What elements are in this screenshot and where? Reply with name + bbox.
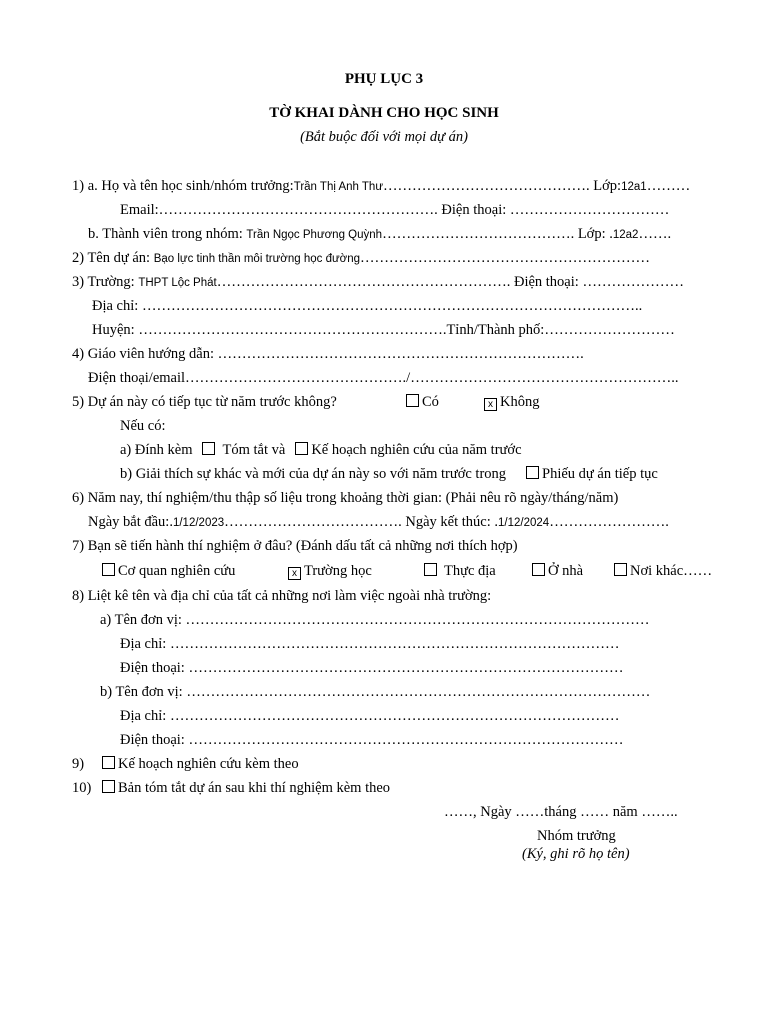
unit-a-address-field[interactable]: ………………………………………………………………………………… [169, 636, 620, 652]
address-field[interactable]: ………………………………………………………………………………………….. [141, 298, 643, 314]
end-date-field[interactable]: 1/12/2024 [498, 517, 550, 529]
unit-b-field[interactable]: …………………………………………………………………………………… [186, 684, 651, 700]
q7-opt-other: Nơi khác…… [614, 562, 712, 580]
school-phone-label: Điện thoại: [513, 274, 579, 290]
prev-plan-checkbox[interactable] [295, 442, 308, 455]
school-phone-field[interactable]: ………………… [582, 274, 684, 290]
start-date-label: Ngày bắt đầu: [88, 514, 170, 530]
q6-label: 6) Năm nay, thí nghiệm/thu thập số liệu trong khoảng thời gian: (Phải nêu rõ ngày/tháng/năm) [72, 490, 619, 506]
q5b-row: b) Giải thích sự khác và mới của dự án này so với năm trước trong Phiếu dự án tiếp tục [120, 466, 658, 482]
q2-label: 2) Tên dự án: [72, 250, 151, 266]
q7-opt-research: Cơ quan nghiên cứu [102, 562, 235, 580]
q8b-address-row: Địa chỉ: ………………………………………………………………………………… [120, 708, 620, 724]
q3-district-row [92, 321, 675, 339]
teacher-email-field[interactable]: ……………………………………………….. [410, 370, 679, 386]
q5-no-option: x Không [484, 393, 539, 411]
q7-opt-home: Ở nhà [532, 562, 583, 580]
date-line: ……, Ngày ……tháng …… năm …….. [444, 804, 678, 820]
q3-address-row [92, 297, 642, 315]
q1a-row: 1) a. Họ và tên học sinh/nhóm trưởng:Trần Thị Anh Thư……………………………………. Lớp:12a1……… [72, 178, 691, 194]
q10-num: 10) [72, 780, 92, 796]
q9-num: 9) [72, 756, 85, 772]
q5-label: 5) Dự án này có tiếp tục từ năm trước không? [72, 394, 337, 410]
q1-email-row [120, 201, 669, 219]
email-label: Email: [120, 202, 159, 218]
q2-row: 2) Tên dự án: Bạo lực tinh thần môi trường học đường…………………………………………………… [72, 250, 650, 266]
district-label: Huyện: [92, 322, 135, 338]
contact-label: Điện thoại/email [88, 370, 186, 386]
form-subtitle: (Bắt buộc đối với mọi dự án) [300, 129, 468, 145]
district-field[interactable]: ………………………………………………………. [138, 322, 447, 338]
q1b-row: b. Thành viên trong nhóm: Trần Ngọc Phương Quỳnh…………………………………. Lớp: .12a2……. [88, 226, 672, 242]
research-checkbox[interactable] [102, 563, 115, 576]
q7-opt-field: Thực địa [424, 562, 496, 580]
q4-row [72, 345, 584, 363]
field-checkbox[interactable] [424, 563, 437, 576]
end-date-label: Ngày kết thúc: [405, 514, 491, 530]
q8b-unit-row: b) Tên đơn vị: …………………………………………………………………………………… [100, 684, 651, 700]
q8a-unit-row: a) Tên đơn vị: …………………………………………………………………………………… [100, 612, 650, 628]
q8a-phone-row: Điện thoại: ……………………………………………………………………………… [120, 660, 624, 676]
unit-a-phone-field[interactable]: ……………………………………………………………………………… [188, 660, 624, 676]
q9-row: Kế hoạch nghiên cứu kèm theo [102, 755, 299, 773]
q8a-address-row: Địa chỉ: ………………………………………………………………………………… [120, 636, 620, 652]
member-name-field[interactable]: Trần Ngọc Phương Quỳnh [246, 229, 383, 241]
unit-a-field[interactable]: …………………………………………………………………………………… [185, 612, 650, 628]
q6-dates-row: Ngày bắt đầu:.1/12/2023………………………………. Ngày kết thúc: .1/12/2024……………………. [88, 514, 669, 530]
class-label: Lớp: [593, 178, 622, 194]
teacher-field[interactable]: …………………………………………………………………. [217, 346, 584, 362]
q8b-phone-row: Điện thoại: ……………………………………………………………………………… [120, 732, 624, 748]
q7-label: 7) Bạn sẽ tiến hành thí nghiệm ở đâu? (Đánh dấu tất cả những nơi thích hợp) [72, 538, 518, 554]
plan-attached-checkbox[interactable] [102, 756, 115, 769]
phone-label: Điện thoại: [441, 202, 507, 218]
q5-row [72, 393, 337, 411]
sign-note: (Ký, ghi rõ họ tên) [522, 846, 630, 862]
member-class-field[interactable]: 12a2 [612, 229, 639, 241]
q5-yes-option: Có [406, 393, 439, 411]
summary-checkbox[interactable] [202, 442, 215, 455]
unit-b-address-field[interactable]: ………………………………………………………………………………… [169, 708, 620, 724]
appendix-title: PHỤ LỤC 3 [344, 71, 424, 87]
start-date-field[interactable]: 1/12/2023 [172, 517, 225, 529]
if-yes-label: Nếu có: [120, 418, 166, 434]
continuation-checkbox[interactable] [526, 466, 539, 479]
project-name-field[interactable]: Bạo lực tinh thần môi trường học đường [153, 253, 360, 265]
q1b-label: b. Thành viên trong nhóm: [88, 226, 243, 242]
home-checkbox[interactable] [532, 563, 545, 576]
q3-row: 3) Trường: THPT Lộc Phát……………………………………………………. Điện thoại: ………………… [72, 274, 684, 290]
q1a-label: 1) a. Họ và tên học sinh/nhóm trưởng: [72, 178, 294, 194]
student-class-field[interactable]: 12a1 [621, 181, 647, 193]
province-label: Tỉnh/Thành phố: [446, 322, 545, 338]
signer-label: Nhóm trưởng [537, 828, 616, 844]
q8-label: 8) Liệt kê tên và địa chỉ của tất cả những nơi làm việc ngoài nhà trường: [72, 588, 492, 604]
q3-label: 3) Trường: [72, 274, 135, 290]
member-class-label: Lớp: [577, 226, 606, 242]
school-checkbox[interactable]: x [288, 567, 301, 580]
q7-opt-school: x Trường học [288, 562, 372, 580]
no-checkbox[interactable]: x [484, 398, 497, 411]
summary-attached-checkbox[interactable] [102, 780, 115, 793]
school-field[interactable]: THPT Lộc Phát [138, 277, 217, 289]
yes-checkbox[interactable] [406, 394, 419, 407]
address-label: Địa chỉ: [92, 298, 139, 314]
province-field[interactable]: ……………………… [544, 322, 675, 338]
teacher-phone-field[interactable]: ………………………………………. [185, 370, 407, 386]
q5a-row: a) Đính kèm Tóm tắt và Kế hoạch nghiên cứu của năm trước [120, 442, 522, 458]
q4-label: 4) Giáo viên hướng dẫn: [72, 346, 214, 362]
email-field[interactable]: …………………………………………………. [158, 202, 438, 218]
unit-b-phone-field[interactable]: ……………………………………………………………………………… [188, 732, 624, 748]
q10-row: Bản tóm tắt dự án sau khi thí nghiệm kèm theo [102, 779, 390, 797]
student-name-field[interactable]: Trần Thị Anh Thư [293, 181, 384, 193]
other-checkbox[interactable] [614, 563, 627, 576]
form-title: TỜ KHAI DÀNH CHO HỌC SINH [269, 105, 499, 121]
q4-contact-row: Điện thoại/email………………………………………./……………………………………………….. [88, 370, 679, 386]
phone-field[interactable]: …………………………… [509, 202, 670, 218]
